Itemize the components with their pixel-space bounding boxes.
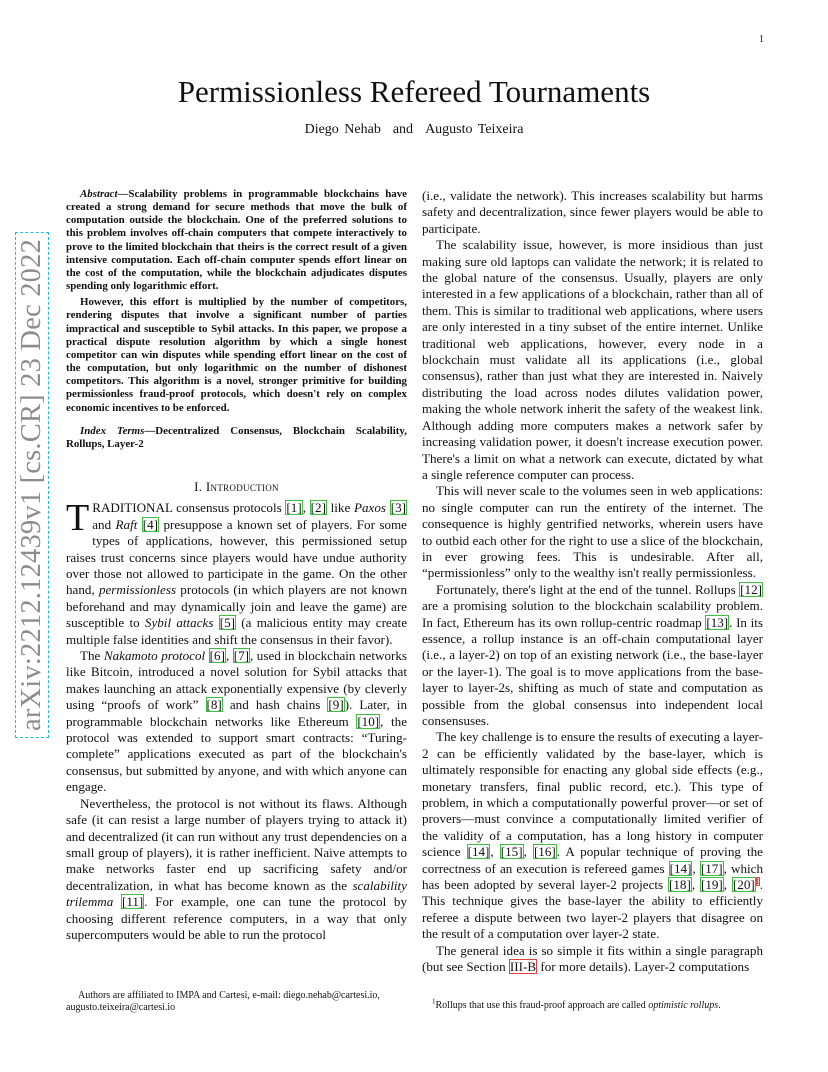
citation-link[interactable]: [14]	[467, 844, 490, 860]
citation-link[interactable]: [18]	[669, 877, 691, 893]
arxiv-stamp-text: arXiv:2212.12439v1 [cs.CR] 23 Dec 2022	[15, 232, 49, 738]
author-name: Augusto Teixeira	[425, 122, 524, 137]
section-number: I.	[194, 478, 203, 494]
footnote: $^1$Rollups that use this fraud-proof approach are called optimistic rollups.	[432, 997, 721, 1011]
author-affiliation-footnote: Authors are affiliated to IMPA and Cartesi, e-mail: diego.nehab@cartesi.io, augusto.teixeira@cartesi.io	[66, 990, 380, 1014]
drop-cap: T	[66, 497, 90, 540]
abstract-paragraph	[66, 188, 407, 293]
citation-link[interactable]: [15]	[500, 844, 523, 860]
citation-link[interactable]: [7]	[233, 648, 250, 664]
body-paragraph: The scalability issue, however, is more insidious than just making sure old laptops can validate the network; it is related to the global nature of the consensus. Usually, players are only interested in a few applications of a blockchain, rather than all of them. This is similar to traditional web applications, where users are only interested in a tiny subset of the entire internet. Unlike traditional web applications, however, every node in a blockchain must validate all its applications (i.e., global consensus), rather than just what they are interested in. Naively distributing the load across nodes dilutes validation power, making the whole network inherit the safety of the weakest link. Although adding more computers makes a network safer by increasing validation power, it doesn't increase execution power. There's a limit on what a network can execute, dictated by what a single reference computer can process.	[422, 237, 763, 482]
footnote-link[interactable]: 1	[755, 876, 760, 886]
citation-link[interactable]: [14]	[669, 860, 692, 876]
citation-link[interactable]: [3]	[390, 500, 406, 516]
citation-link[interactable]: [4]	[142, 516, 159, 532]
body-paragraph: Fortunately, there's light at the end of the tunnel. Rollups [12] are a promising solution to the blockchain scalability problem. In fact, Ethereum has its own rollup-centric roadmap [13]. In its essence, a rollup instance is an off-chain computational layer (i.e., a layer-2) on top of an existing network (i.e., the base-layer or the layer-1). The goal is to move applications from the base-layer to layer-2s, shifting as much of state and computation as possible from the global consensus into independent local consensuses.	[422, 581, 764, 728]
body-paragraph: The Nakamoto protocol [6], [7], used in blockchain networks like Bitcoin, introduced a novel solution for Sybil attacks that makes launching an attack exponentially expensive (by cleverly using “proofs of work” [8] and hash chains [9]). Later, in programmable blockchain networks like Ethereum [10], the protocol was extended to support smart contracts: “Turing-complete” applications executed as part of the blockchain's consensus, but submitted by anyone, and with which anyone can engage.	[66, 648, 408, 795]
citation-link[interactable]: [2]	[310, 500, 326, 516]
citation-link[interactable]: [10]	[357, 713, 380, 729]
index-terms-text: —Decentralized Consensus, Blockchain Scalability, Rollups, Layer-2	[66, 424, 407, 450]
citation-link[interactable]: [16]	[533, 844, 556, 860]
citation-link[interactable]: [12]	[740, 581, 762, 597]
section-link[interactable]: III-B	[509, 959, 537, 975]
arxiv-stamp[interactable]	[14, 238, 50, 732]
citation-link[interactable]: [8]	[206, 697, 222, 713]
citation-link[interactable]: [17]	[700, 860, 723, 876]
citation-link[interactable]: [9]	[328, 697, 344, 713]
author-conjunction: and	[392, 122, 414, 137]
right-column	[422, 188, 763, 976]
index-terms-label: Index Terms	[80, 424, 145, 437]
citation-link[interactable]: [6]	[209, 648, 225, 664]
section-title: Introduction	[205, 478, 279, 494]
section-heading	[66, 479, 407, 495]
body-paragraph: The general idea is so simple it fits within a single paragraph (but see Section III-B for more details). Layer-2 computations	[422, 942, 763, 975]
author-name: Diego Nehab	[304, 122, 381, 137]
body-paragraph: (i.e., validate the network). This increases scalability but harms safety and decentralization, since fewer players would be able to participate.	[422, 188, 763, 236]
citation-link[interactable]: [5]	[219, 615, 235, 631]
body-paragraph: This will never scale to the volumes seen in web applications: no single computer can run the entirety of the internet. The consequence is highly gentrified networks, wherein users have to outbid each other for the right to use a slice of the blockchain, in ever growing fees. This is undesirable. After all, “permissionless” only to the wealthy isn't really permissionless.	[422, 483, 763, 581]
body-paragraph: The key challenge is to ensure the results of executing a layer-2 can be efficiently validated by the base-layer, which is ultimately responsible for enacting any global side effects (e.g., monetary transfers, final public record, etc.). This type of problem, in which a computationally powerful prover—or set of provers—must convince a computationally limited verifier of the validity of a computation, has a long history in computer science [14], [15], [16]. A popular technique of proving the correctness of an execution is refereed games [14], [17], which has been adopted by several layer-2 projects [18], [19], [20]$^1$. This technique gives the base-layer the ability to efficiently referee a dispute between two layer-2 players that disagree on the result of a computation over layer-2 state.	[422, 729, 764, 942]
page-number: 1	[759, 34, 764, 45]
citation-link[interactable]: [11]	[121, 894, 144, 910]
citation-link[interactable]: [20]	[732, 877, 755, 893]
paper-title: Permissionless Refereed Tournaments	[177, 74, 651, 109]
left-column	[66, 188, 407, 943]
index-terms	[66, 425, 407, 451]
abstract-label: Abstract	[80, 188, 118, 200]
body-paragraph: Nevertheless, the protocol is not without its flaws. Although safe (it can resist a large number of players trying to attack it) and decentralized (it can run without any trust dependencies on a small group of players), it is rather inefficient. Naive attempts to make networks faster end up sacrificing safety and/or decentralization, in what has become known as the scalability trilemma [11]. For example, one can tune the protocol by choosing different reference computers, in a way that only supercomputers would be able to run the protocol	[66, 795, 407, 942]
abstract-paragraph: However, this effort is multiplied by the number of competitors, rendering disputes that involve a significant number of parties impractical and susceptible to Sybil attacks. In this paper, we propose a practical dispute resolution algorithm by which a single honest competitor can win disputes while spending effort linear on the cost of the computation, but only logarithmic on the number of dishonest competitors. This algorithm is a novel, stronger primitive for building permissionless fraud-proof protocols, which doesn't rely on complex economic incentives to be enforced.	[66, 296, 407, 414]
citation-link[interactable]: [1]	[286, 500, 302, 516]
body-paragraph: TRADITIONAL consensus protocols [1], [2] like Paxos [3] and Raft [4] presuppose a known set of players. For some types of applications, however, this permissioned setup raises trust concerns since players would have undue authority over those not allowed to participate in the game. On the other hand, permissionless protocols (in which players are not known beforehand and may dynamically join and leave the game) are susceptible to Sybil attacks [5] (a malicious entity may create multiple false identities and shift the consensus in their favor).	[66, 497, 408, 647]
citation-link[interactable]: [13]	[706, 614, 729, 630]
abstract-text: —Scalability problems in programmable blockchains have created a strong demand for secure methods that move the bulk of computation outside the blockchain. One of the preferred solutions to this problem involves off-chain computers that compete interactively to prove to the limited blockchain that theirs is the correct result of a given intensive computation. Each off-chain computer spends effort linear on the cost of the computation, while the blockchain adjudicates disputes spending only logarithmic effort.	[66, 188, 407, 293]
footnote-mark: 1	[432, 997, 436, 1006]
author-list	[0, 122, 828, 138]
citation-link[interactable]: [19]	[700, 877, 723, 893]
